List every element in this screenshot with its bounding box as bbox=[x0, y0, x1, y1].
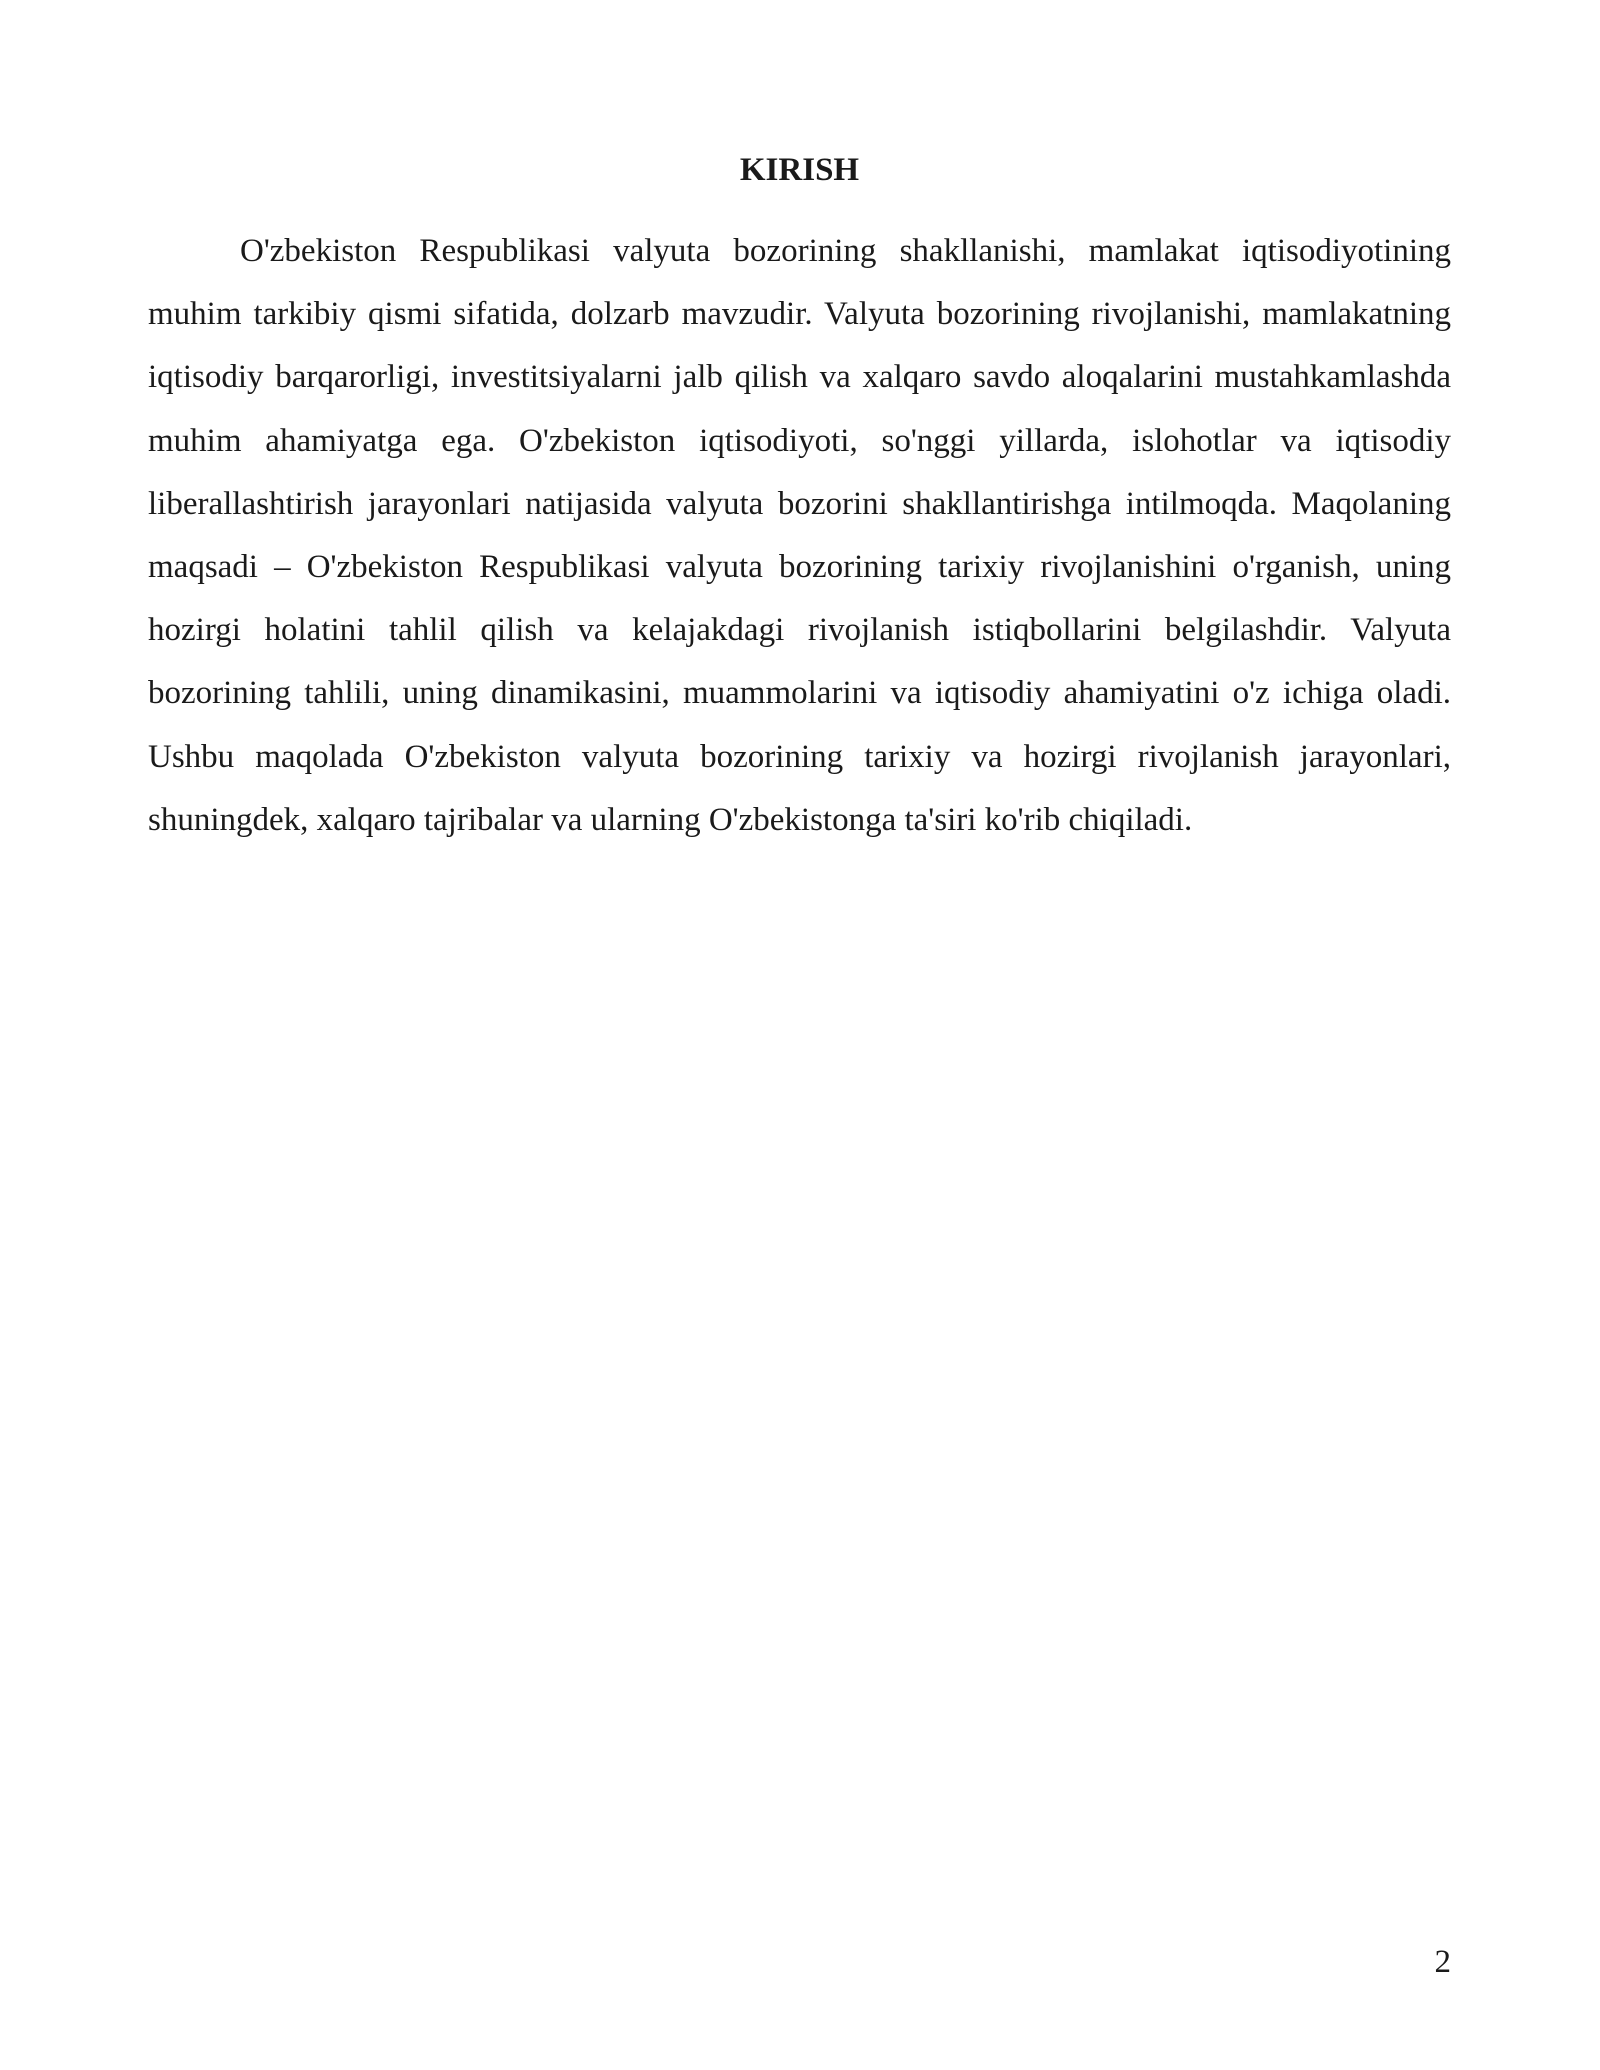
page-number: 2 bbox=[1434, 1944, 1451, 1980]
body-paragraph: O'zbekiston Respublikasi valyuta bozorining shakllanishi, mamlakat iqtisodiyotining muhim tarkibiy qismi sifatida, dolzarb mavzudir. Valyuta bozorining rivojlanishi, mamlakatning iqtisodiy barqarorligi, investitsiyalarni jalb qilish va xalqaro savdo aloqalarini mustahkamlashda muhim ahamiyatga ega. O'zbekiston iqtisodiyoti, so'nggi yillarda, islohotlar va iqtisodiy liberallashtirish jarayonlari natijasida valyuta bozorini shakllantirishga intilmoqda. Maqolaning maqsadi – O'zbekiston Respublikasi valyuta bozorining tarixiy rivojlanishini o'rganish, uning hozirgi holatini tahlil qilish va kelajakdagi rivojlanish istiqbollarini belgilashdir. Valyuta bozorining tahlili, uning dinamikasini, muammolarini va iqtisodiy ahamiyatini o'z ichiga oladi. Ushbu maqolada O'zbekiston valyuta bozorining tarixiy va hozirgi rivojlanish jarayonlari, shuningdek, xalqaro tajribalar va ularning O'zbekistonga ta'siri ko'rib chiqiladi. bbox=[148, 233, 1451, 838]
section-heading: KIRISH bbox=[739, 152, 860, 188]
